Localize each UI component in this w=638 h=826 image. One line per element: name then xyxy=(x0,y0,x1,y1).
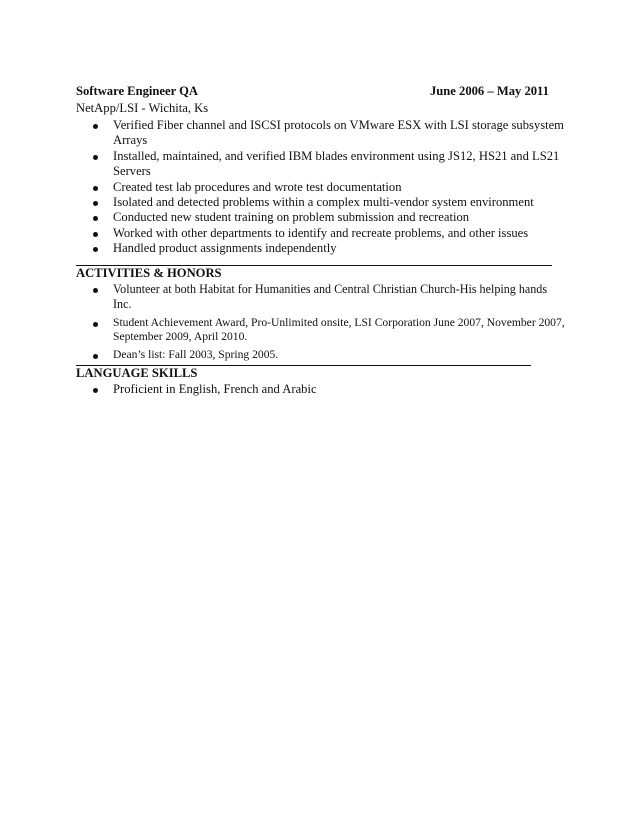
list-item xyxy=(93,382,568,397)
bullet-icon xyxy=(93,354,98,359)
bullet-text: Student Achievement Award, Pro-Unlimited onsite, LSI Corporation June 2007, November 2007, September 2009, April 2010. xyxy=(113,315,565,344)
list-item xyxy=(93,210,568,225)
bullet-text: Isolated and detected problems within a complex multi-vendor system environment xyxy=(113,195,534,210)
list-item xyxy=(93,348,568,363)
list-item xyxy=(93,118,568,149)
bullet-icon xyxy=(93,247,98,252)
bullet-icon xyxy=(93,388,98,393)
bullet-text: Worked with other departments to identify and recreate problems, and other issues xyxy=(113,225,529,240)
bullet-text: Conducted new student training on problem submission and recreation xyxy=(113,210,470,225)
bullet-icon xyxy=(93,232,98,237)
bullet-text: Created test lab procedures and wrote test documentation xyxy=(113,179,402,194)
language-bullet-list xyxy=(93,382,568,397)
bullet-icon xyxy=(93,288,98,293)
list-item xyxy=(93,195,568,210)
language-skills-heading: LANGUAGE SKILLS xyxy=(76,366,198,380)
bullet-icon xyxy=(93,186,98,191)
bullet-icon xyxy=(93,216,98,221)
list-item xyxy=(93,180,568,195)
list-item xyxy=(93,282,558,313)
bullet-text: Handled product assignments independently xyxy=(113,241,337,256)
bullet-text: Verified Fiber channel and ISCSI protocols on VMware ESX with LSI storage subsystem Arrays xyxy=(113,118,564,148)
list-item xyxy=(93,226,568,241)
bullet-icon xyxy=(93,201,98,206)
bullet-icon xyxy=(93,155,98,160)
bullet-text: Dean’s list: Fall 2003, Spring 2005. xyxy=(113,348,279,361)
list-item xyxy=(93,316,568,345)
job-title: Software Engineer QA xyxy=(76,84,198,98)
job-header xyxy=(76,84,556,100)
bullet-text: Proficient in English, French and Arabic xyxy=(113,382,317,396)
activities-bullet-list xyxy=(93,282,568,366)
job-dates: June 2006 – May 2011 xyxy=(430,84,549,98)
company-location: NetApp/LSI - Wichita, Ks xyxy=(76,101,209,115)
experience-bullet-list xyxy=(93,118,568,257)
bullet-text: Volunteer at both Habitat for Humanities and Central Christian Church-His helping hands Inc. xyxy=(113,282,548,312)
list-item xyxy=(93,149,568,180)
bullet-icon xyxy=(93,322,98,327)
bullet-icon xyxy=(93,124,98,129)
list-item xyxy=(93,241,568,256)
bullet-text: Installed, maintained, and verified IBM blades environment using JS12, HS21 and LS21 Servers xyxy=(113,148,560,179)
activities-heading: ACTIVITIES & HONORS xyxy=(76,266,222,280)
